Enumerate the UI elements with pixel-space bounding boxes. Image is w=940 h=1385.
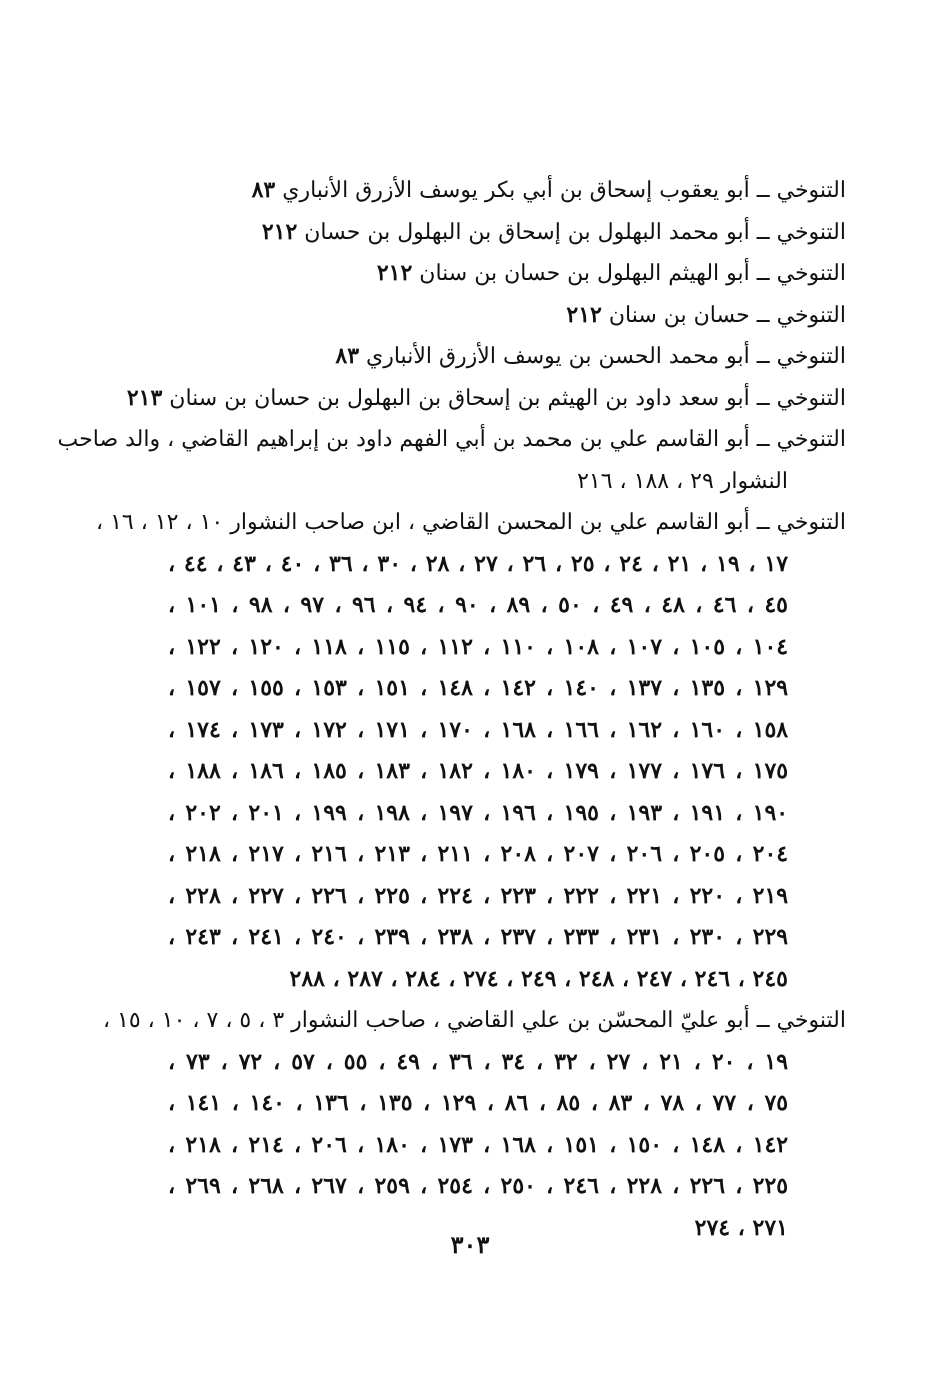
- entry-continuation-line: [168, 544, 846, 586]
- index-entry: [57, 419, 846, 502]
- entry-heading-line: [168, 170, 846, 212]
- page-reference: ٢١٣: [126, 384, 163, 411]
- entry-text: التنوخي ــ أبو محمد البهلول بن إسحاق بن البهلول بن حسان: [297, 219, 846, 245]
- index-entry: [168, 212, 846, 254]
- entry-heading-line: [96, 502, 846, 544]
- entry-text: ١٩ ، ٢٠ ، ٢١ ، ٢٧ ، ٣٢ ، ٣٤ ، ٣٦ ، ٤٩ ، ٥٥ ، ٥٧ ، ٧٢ ، ٧٣ ،: [168, 1048, 789, 1075]
- entry-heading-line: [126, 378, 846, 420]
- page-reference: ٢١٢: [566, 301, 602, 328]
- entry-text: ١٧ ، ١٩ ، ٢١ ، ٢٤ ، ٢٥ ، ٢٦ ، ٢٧ ، ٢٨ ، ٣٠ ، ٣٦ ، ٤٠ ، ٤٣ ، ٤٤ ،: [168, 550, 789, 577]
- entry-continuation-line: [168, 834, 846, 876]
- page-number: ٣٠٣: [450, 1230, 490, 1259]
- entry-continuation-line: [168, 751, 846, 793]
- index-entry: [96, 502, 846, 1000]
- entry-heading-line: [168, 212, 846, 254]
- entry-heading-line: [168, 253, 846, 295]
- page-reference: ٨٣: [335, 343, 360, 369]
- entry-text: ٢٤٥ ، ٢٤٦ ، ٢٤٧ ، ٢٤٨ ، ٢٤٩ ، ٢٧٤ ، ٢٨٤ ، ٢٨٧ ، ٢٨٨: [289, 965, 788, 992]
- entry-heading-line: [168, 295, 846, 337]
- entry-continuation-line: [168, 1083, 846, 1125]
- page-reference: ٢١٢: [261, 218, 298, 245]
- entry-text: ٧٥ ، ٧٧ ، ٧٨ ، ٨٣ ، ٨٥ ، ٨٦ ، ١٢٩ ، ١٣٥ ، ١٣٦ ، ١٤٠ ، ١٤١ ،: [168, 1090, 789, 1116]
- entry-text: ١٥٨ ، ١٦٠ ، ١٦٢ ، ١٦٦ ، ١٦٨ ، ١٧٠ ، ١٧١ ، ١٧٢ ، ١٧٣ ، ١٧٤ ،: [168, 716, 789, 743]
- entry-continuation-line: [168, 1166, 846, 1208]
- entry-continuation-line: [168, 710, 846, 752]
- entry-continuation-line: [168, 959, 846, 1001]
- entry-text: التنوخي ــ أبو محمد الحسن بن يوسف الأزرق الأنباري: [359, 344, 846, 369]
- entry-text: ٤٥ ، ٤٦ ، ٤٨ ، ٤٩ ، ٥٠ ، ٨٩ ، ٩٠ ، ٩٤ ، ٩٦ ، ٩٧ ، ٩٨ ، ١٠١ ،: [168, 592, 788, 618]
- index-entry: [168, 336, 846, 378]
- entry-text: التنوخي ــ أبو الهيثم البهلول بن حسان بن سنان: [412, 261, 846, 286]
- entry-continuation-line: [168, 917, 846, 959]
- entry-text: ٢٧١ ، ٢٧٤: [694, 1214, 788, 1241]
- index-entry: [168, 253, 846, 295]
- entry-text: ١٩٠ ، ١٩١ ، ١٩٣ ، ١٩٥ ، ١٩٦ ، ١٩٧ ، ١٩٨ ، ١٩٩ ، ٢٠١ ، ٢٠٢ ،: [168, 799, 789, 826]
- entry-text: التنوخي ــ أبو يعقوب إسحاق بن أبي بكر يوسف الأزرق الأنباري: [275, 178, 846, 203]
- entry-text: ٢٠٤ ، ٢٠٥ ، ٢٠٦ ، ٢٠٧ ، ٢٠٨ ، ٢١١ ، ٢١٣ ، ٢١٦ ، ٢١٧ ، ٢١٨ ،: [168, 841, 789, 867]
- entry-continuation-line: [168, 793, 846, 835]
- entry-text: التنوخي ــ أبو القاسم علي بن محمد بن أبي الفهم داود بن إبراهيم القاضي ، والد صاحب: [57, 427, 846, 452]
- entry-continuation-line: [168, 1042, 846, 1084]
- entry-heading-line: [57, 419, 846, 461]
- entry-continuation-line: [168, 1125, 846, 1167]
- entry-text: ١٠٤ ، ١٠٥ ، ١٠٧ ، ١٠٨ ، ١١٠ ، ١١٢ ، ١١٥ ، ١١٨ ، ١٢٠ ، ١٢٢ ،: [168, 633, 789, 660]
- entry-text: التنوخي ــ أبو سعد داود بن الهيثم بن إسحاق بن البهلول بن حسان بن سنان: [162, 385, 846, 411]
- entry-text: ٢٢٥ ، ٢٢٦ ، ٢٢٨ ، ٢٤٦ ، ٢٥٠ ، ٢٥٤ ، ٢٥٩ ، ٢٦٧ ، ٢٦٨ ، ٢٦٩ ،: [168, 1173, 789, 1199]
- index-entries: [57, 170, 846, 1249]
- index-entry: [168, 295, 846, 337]
- entry-text: ١٤٢ ، ١٤٨ ، ١٥٠ ، ١٥١ ، ١٦٨ ، ١٧٣ ، ١٨٠ ، ٢٠٦ ، ٢١٤ ، ٢١٨ ،: [168, 1131, 789, 1158]
- page-reference: ٨٣: [251, 177, 276, 203]
- page-reference: ٢١٢: [376, 260, 413, 286]
- index-entry: [126, 378, 846, 420]
- entry-text: التنوخي ــ أبو عليّ المحسّن بن علي القاضي ، صاحب النشوار ٣ ، ٥ ، ٧ ، ١٠ ، ١٥ ،: [102, 1008, 846, 1033]
- entry-heading-line: [102, 1000, 846, 1042]
- entry-text: ١٢٩ ، ١٣٥ ، ١٣٧ ، ١٤٠ ، ١٤٢ ، ١٤٨ ، ١٥١ ، ١٥٣ ، ١٥٥ ، ١٥٧ ،: [168, 675, 789, 701]
- entry-heading-line: [168, 336, 846, 378]
- entry-continuation-line: [168, 876, 846, 918]
- index-entry: [168, 170, 846, 212]
- entry-text: ١٧٥ ، ١٧٦ ، ١٧٧ ، ١٧٩ ، ١٨٠ ، ١٨٢ ، ١٨٣ ، ١٨٥ ، ١٨٦ ، ١٨٨ ،: [168, 758, 789, 784]
- index-entry: [102, 1000, 846, 1249]
- entry-text: ٢٢٩ ، ٢٣٠ ، ٢٣١ ، ٢٣٣ ، ٢٣٧ ، ٢٣٨ ، ٢٣٩ ، ٢٤٠ ، ٢٤١ ، ٢٤٣ ،: [168, 924, 789, 950]
- entry-text: التنوخي ــ حسان بن سنان: [601, 302, 846, 328]
- entry-continuation-line: [168, 461, 846, 503]
- entry-continuation-line: [168, 668, 846, 710]
- entry-continuation-line: [168, 627, 846, 669]
- entry-continuation-line: [168, 585, 846, 627]
- entry-text: ٢١٩ ، ٢٢٠ ، ٢٢١ ، ٢٢٢ ، ٢٢٣ ، ٢٢٤ ، ٢٢٥ ، ٢٢٦ ، ٢٢٧ ، ٢٢٨ ،: [168, 882, 789, 909]
- entry-text: النشوار ٢٩ ، ١٨٨ ، ٢١٦: [577, 468, 788, 494]
- entry-text: التنوخي ــ أبو القاسم علي بن المحسن القاضي ، ابن صاحب النشوار ١٠ ، ١٢ ، ١٦ ،: [96, 510, 846, 535]
